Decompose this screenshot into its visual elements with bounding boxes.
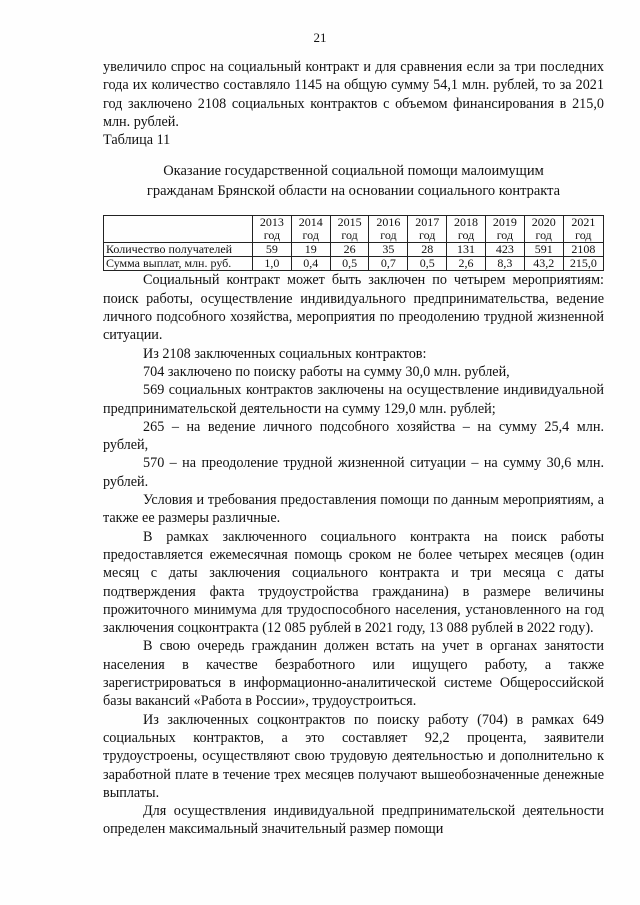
row-label: Сумма выплат, млн. руб. <box>104 257 253 271</box>
year-cell: 2020 год <box>524 216 563 243</box>
value-cell: 423 <box>485 243 524 257</box>
row-label: Количество получателей <box>104 243 253 257</box>
value-cell: 8,3 <box>485 257 524 271</box>
table-row-payments <box>104 257 604 271</box>
value-cell: 0,5 <box>330 257 369 271</box>
year-cell: 2021 год <box>563 216 603 243</box>
table-corner-cell <box>104 216 253 243</box>
value-cell: 131 <box>447 243 486 257</box>
table-title <box>103 161 604 201</box>
paragraph: Социальный контракт может быть заключен по четырем мероприятиям: поиск работы, осуществление индивидуального предпринимательства, ведение личного подсобного хозяйства, мероприятия по преодолению трудной жизненной ситуации. <box>103 272 604 344</box>
year-cell: 2014 год <box>291 216 330 243</box>
paragraph-intro: увеличило спрос на социальный контракт и для сравнения если за три последних года их количество составляло 1145 на общую сумму 54,1 млн. рублей, то за 2021 год заключено 2108 социальных контрактов с объемом финансирования в 215,0 млн. рублей. <box>103 59 604 130</box>
document-body <box>103 58 604 839</box>
value-cell: 591 <box>524 243 563 257</box>
value-cell: 19 <box>291 243 330 257</box>
paragraph: В рамках заключенного социального контракта на поиск работы предоставляется ежемесячная помощь сроком не более четырех месяцев (один месяц с даты заключения социального контракта и три месяца с даты подтверждения факта трудоустройства гражданина) в размере величины прожиточного минимума для трудоспособного населения, установленного на год заключения соцконтракта (12 085 рублей в 2021 году, 13 088 рублей в 2022 году). <box>103 528 604 637</box>
paragraph: 569 социальных контрактов заключены на осуществление индивидуальной предпринимательской деятельности на сумму 129,0 млн. рублей; <box>103 382 604 417</box>
paragraph: Условия и требования предоставления помощи по данным мероприятиям, а также ее размеры различные. <box>103 492 604 527</box>
paragraph: Для осуществления индивидуальной предпринимательской деятельности определен максимальный значительный размер помощи <box>103 803 604 838</box>
table-title-line-2: гражданам Брянской области на основании социального контракта <box>146 183 561 200</box>
year-cell: 2015 год <box>330 216 369 243</box>
value-cell: 2108 <box>563 243 603 257</box>
table-header-row <box>104 216 604 243</box>
value-cell: 0,4 <box>291 257 330 271</box>
value-cell: 1,0 <box>253 257 292 271</box>
paragraph: 570 – на преодоление трудной жизненной ситуации – на сумму 30,6 млн. рублей. <box>103 455 604 490</box>
paragraph: 265 – на ведение личного подсобного хозяйства – на сумму 25,4 млн. рублей, <box>103 418 604 454</box>
year-cell: 2019 год <box>485 216 524 243</box>
value-cell: 215,0 <box>563 257 603 271</box>
value-cell: 43,2 <box>524 257 563 271</box>
value-cell: 35 <box>369 243 408 257</box>
paragraph: В свою очередь гражданин должен встать на учет в органах занятости населения в качестве безработного или ищущего работу, а также зарегистрироваться в информационно-аналитической системе Общероссийской базы вакансий «Работа в России», трудоустроиться. <box>103 638 604 710</box>
paragraph: Из 2108 заключенных социальных контрактов: <box>143 345 427 362</box>
value-cell: 0,5 <box>408 257 447 271</box>
table-title-line-1: Оказание государственной социальной помощи малоимущим <box>163 163 544 180</box>
paragraph: Из заключенных соцконтрактов по поиску работу (704) в рамках 649 социальных контрактов, а это составляет 92,2 процента, заявители трудоустроены, осуществляют свою трудовую деятельностью и дополнительно к заработной плате в течение трех месяцев получают вышеобозначенные денежные выплаты. <box>103 711 604 801</box>
value-cell: 0,7 <box>369 257 408 271</box>
value-cell: 2,6 <box>447 257 486 271</box>
year-cell: 2018 год <box>447 216 486 243</box>
social-contract-table <box>103 215 604 271</box>
year-cell: 2017 год <box>408 216 447 243</box>
paragraph: 704 заключено по поиску работы на сумму 30,0 млн. рублей, <box>143 363 510 380</box>
page-number: 21 <box>313 30 327 45</box>
year-cell: 2016 год <box>369 216 408 243</box>
year-cell: 2013 год <box>253 216 292 243</box>
table-number: Таблица 11 <box>103 132 171 149</box>
value-cell: 26 <box>330 243 369 257</box>
value-cell: 59 <box>253 243 292 257</box>
table-row-recipients <box>104 243 604 257</box>
value-cell: 28 <box>408 243 447 257</box>
